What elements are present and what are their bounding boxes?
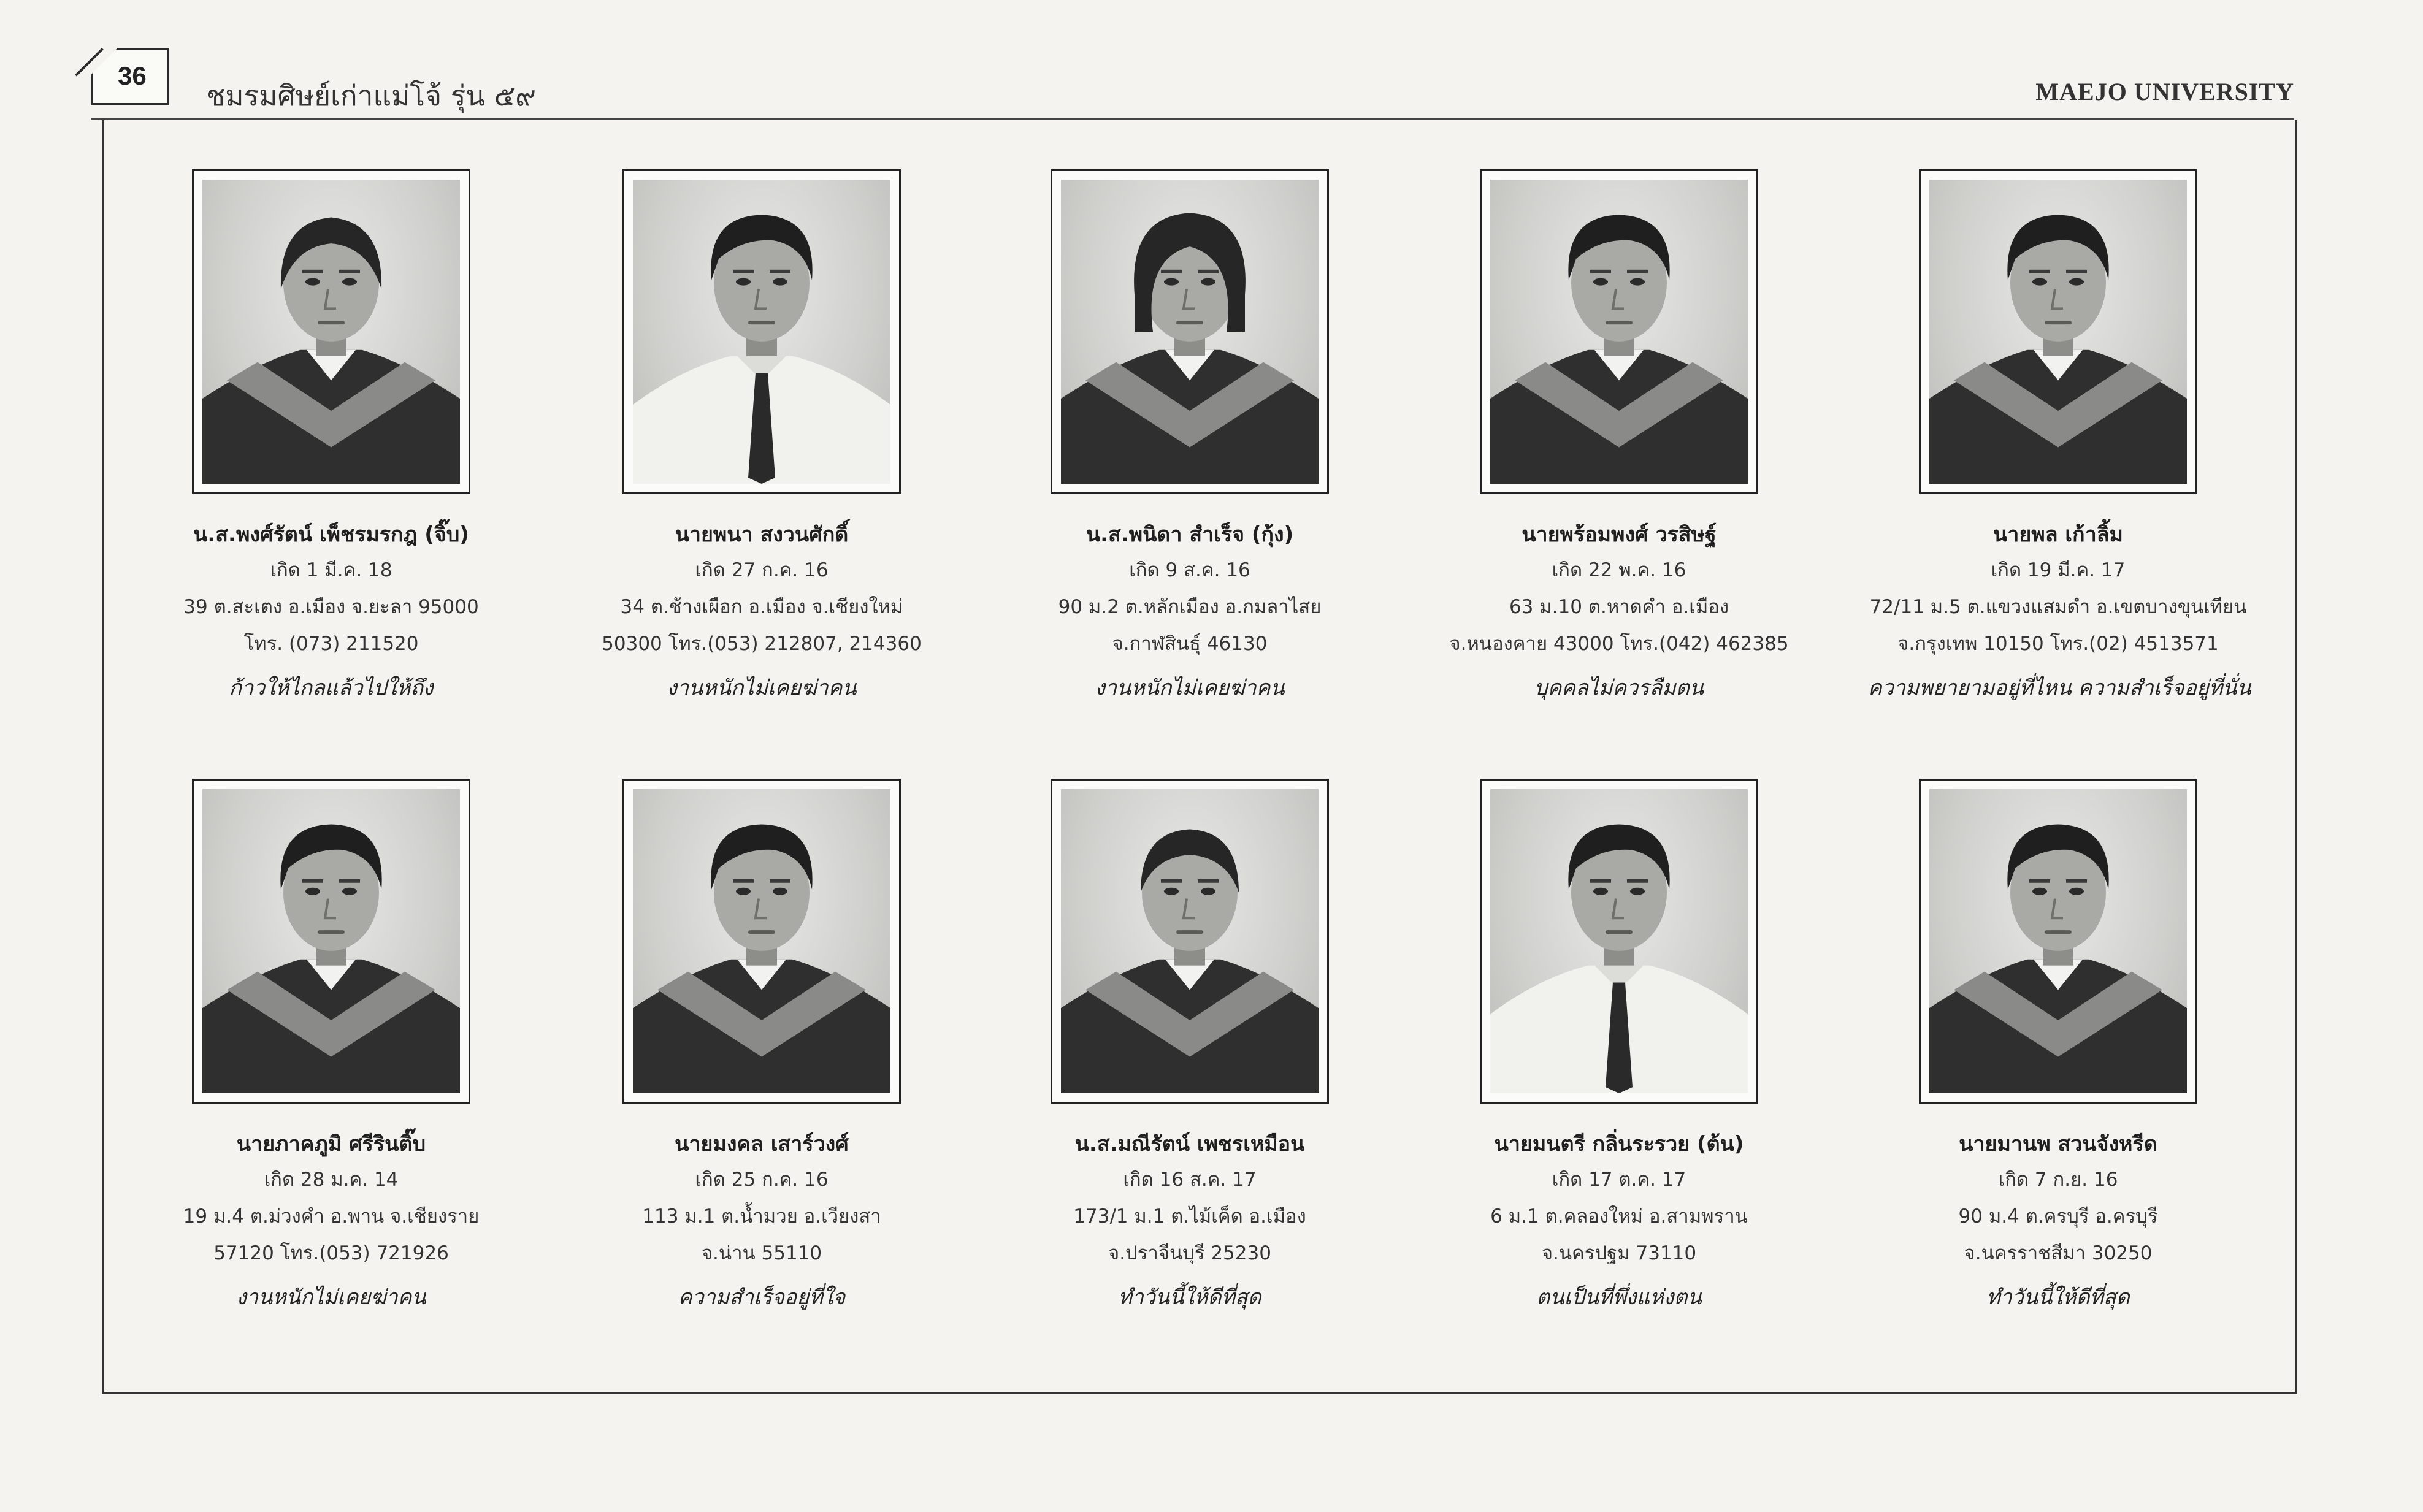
graduate-motto: ตนเป็นที่พึ่งแห่งตน	[1536, 1285, 1702, 1310]
graduate-name: นายมนตรี กลิ่นระรวย (ต้น)	[1494, 1132, 1744, 1156]
graduate-motto: ความสำเร็จอยู่ที่ใจ	[678, 1285, 846, 1310]
photo-frame-inner	[1929, 789, 2187, 1093]
address-line: จ.กาฬสินธุ์ 46130	[1112, 633, 1268, 655]
address-line: 19 ม.4 ต.ม่วงคำ อ.พาน จ.เชียงราย	[183, 1205, 480, 1228]
birth-date: เกิด 9 ส.ค. 16	[1129, 559, 1250, 581]
address-line: จ.ปราจีนบุรี 25230	[1108, 1242, 1271, 1264]
graduate-photo	[1480, 169, 1758, 494]
graduate-photo	[1051, 779, 1329, 1104]
address-line: 6 ม.1 ต.คลองใหม่ อ.สามพราน	[1490, 1205, 1748, 1228]
graduate-photo	[1051, 169, 1329, 494]
photo-frame-inner	[202, 789, 460, 1093]
graduate-photo	[1919, 169, 2197, 494]
portrait-illustration	[202, 789, 460, 1093]
portrait-illustration	[1061, 180, 1319, 484]
graduate-name: นายพล เก้าลิ้ม	[1993, 522, 2123, 547]
graduate-card	[1429, 779, 1809, 1367]
portrait-illustration	[1929, 789, 2187, 1093]
address-line: จ.นครปฐม 73110	[1541, 1242, 1697, 1264]
birth-date: เกิด 1 มี.ค. 18	[270, 559, 392, 581]
photo-frame-inner	[1061, 180, 1319, 484]
page-number-box	[91, 48, 169, 105]
graduate-name: นายมานพ สวนจังหรีด	[1959, 1132, 2157, 1156]
graduate-card	[141, 779, 521, 1367]
graduate-motto: งานหนักไม่เคยฆ่าคน	[667, 676, 857, 700]
graduate-card	[572, 779, 952, 1367]
graduate-motto: งานหนักไม่เคยฆ่าคน	[236, 1285, 426, 1310]
photo-frame-inner	[1490, 789, 1748, 1093]
birth-date: เกิด 17 ต.ค. 17	[1552, 1169, 1686, 1191]
address-line: โทร. (073) 211520	[243, 633, 419, 655]
graduate-motto: ทำวันนี้ให้ดีที่สุด	[1986, 1285, 2130, 1310]
graduate-name: นายพร้อมพงศ์ วรสิษฐ์	[1522, 522, 1717, 547]
address-line: 72/11 ม.5 ต.แขวงแสมดำ อ.เขตบางขุนเทียน	[1869, 596, 2247, 618]
graduate-motto: งานหนักไม่เคยฆ่าคน	[1095, 676, 1285, 700]
graduate-photo	[192, 169, 470, 494]
graduate-name: นายมงคล เสาร์วงศ์	[675, 1132, 849, 1156]
address-line: 113 ม.1 ต.น้ำมวย อ.เวียงสา	[642, 1205, 881, 1228]
graduate-card	[1868, 169, 2251, 758]
graduate-name: น.ส.พนิดา สำเร็จ (กุ้ง)	[1085, 522, 1294, 547]
club-title: ชมรมศิษย์เก่าแม่โจ้ รุ่น ๕๙	[206, 79, 536, 112]
address-line: จ.น่าน 55110	[701, 1242, 822, 1264]
graduate-grid	[104, 120, 2295, 1392]
graduate-card	[1000, 779, 1380, 1367]
birth-date: เกิด 22 พ.ค. 16	[1552, 559, 1686, 581]
portrait-illustration	[633, 789, 890, 1093]
address-line: จ.นครราชสีมา 30250	[1964, 1242, 2153, 1264]
page-number: 36	[118, 61, 147, 90]
birth-date: เกิด 27 ก.ค. 16	[695, 559, 829, 581]
portrait-illustration	[1490, 789, 1748, 1093]
address-line: 90 ม.2 ต.หลักเมือง อ.กมลาไสย	[1058, 596, 1322, 618]
graduate-photo	[1919, 779, 2197, 1104]
address-line: 57120 โทร.(053) 721926	[213, 1242, 449, 1264]
graduate-name: นายภาคภูมิ ศรีรินติ๊บ	[236, 1132, 426, 1156]
birth-date: เกิด 25 ก.ค. 16	[695, 1169, 829, 1191]
graduate-photo	[1480, 779, 1758, 1104]
photo-frame-inner	[633, 180, 890, 484]
graduate-motto: ความพยายามอยู่ที่ไหน ความสำเร็จอยู่ที่นั่น	[1868, 676, 2251, 700]
graduate-name: นายพนา สงวนศักดิ์	[675, 522, 849, 547]
address-line: 39 ต.สะเตง อ.เมือง จ.ยะลา 95000	[183, 596, 479, 618]
address-line: จ.หนองคาย 43000 โทร.(042) 462385	[1449, 633, 1789, 655]
birth-date: เกิด 16 ส.ค. 17	[1123, 1169, 1257, 1191]
graduate-photo	[622, 779, 901, 1104]
graduate-name: น.ส.พงศ์รัตน์ เพ็ชรมรกฎ (จิ๊บ)	[193, 522, 469, 547]
portrait-illustration	[1929, 180, 2187, 484]
graduate-motto: ก้าวให้ไกลแล้วไปให้ถึง	[229, 676, 434, 700]
address-line: 173/1 ม.1 ต.ไม้เค็ด อ.เมือง	[1073, 1205, 1306, 1228]
university-name: MAEJO UNIVERSITY	[2035, 78, 2294, 105]
address-line: จ.กรุงเทพ 10150 โทร.(02) 4513571	[1897, 633, 2219, 655]
portrait-illustration	[633, 180, 890, 484]
birth-date: เกิด 7 ก.ย. 16	[1998, 1169, 2118, 1191]
address-line: 90 ม.4 ต.ครบุรี อ.ครบุรี	[1958, 1205, 2158, 1228]
photo-frame-inner	[202, 180, 460, 484]
photo-frame-inner	[1061, 789, 1319, 1093]
graduate-motto: ทำวันนี้ให้ดีที่สุด	[1118, 1285, 1261, 1310]
address-line: 63 ม.10 ต.หาดคำ อ.เมือง	[1509, 596, 1729, 618]
portrait-illustration	[1061, 789, 1319, 1093]
birth-date: เกิด 28 ม.ค. 14	[264, 1169, 399, 1191]
graduate-photo	[622, 169, 901, 494]
graduate-card	[1868, 779, 2248, 1367]
yearbook-frame	[102, 120, 2297, 1394]
graduate-card	[141, 169, 521, 758]
address-line: 50300 โทร.(053) 212807, 214360	[602, 633, 922, 655]
photo-frame-inner	[1929, 180, 2187, 484]
portrait-illustration	[202, 180, 460, 484]
birth-date: เกิด 19 มี.ค. 17	[1991, 559, 2126, 581]
portrait-illustration	[1490, 180, 1748, 484]
address-line: 34 ต.ช้างเผือก อ.เมือง จ.เชียงใหม่	[620, 596, 903, 618]
graduate-photo	[192, 779, 470, 1104]
graduate-name: น.ส.มณีรัตน์ เพชรเหมือน	[1074, 1132, 1305, 1156]
graduate-card	[572, 169, 952, 758]
graduate-card	[1429, 169, 1809, 758]
graduate-card	[1000, 169, 1380, 758]
photo-frame-inner	[1490, 180, 1748, 484]
photo-frame-inner	[633, 789, 890, 1093]
graduate-motto: บุคคลไม่ควรลืมตน	[1534, 676, 1704, 700]
